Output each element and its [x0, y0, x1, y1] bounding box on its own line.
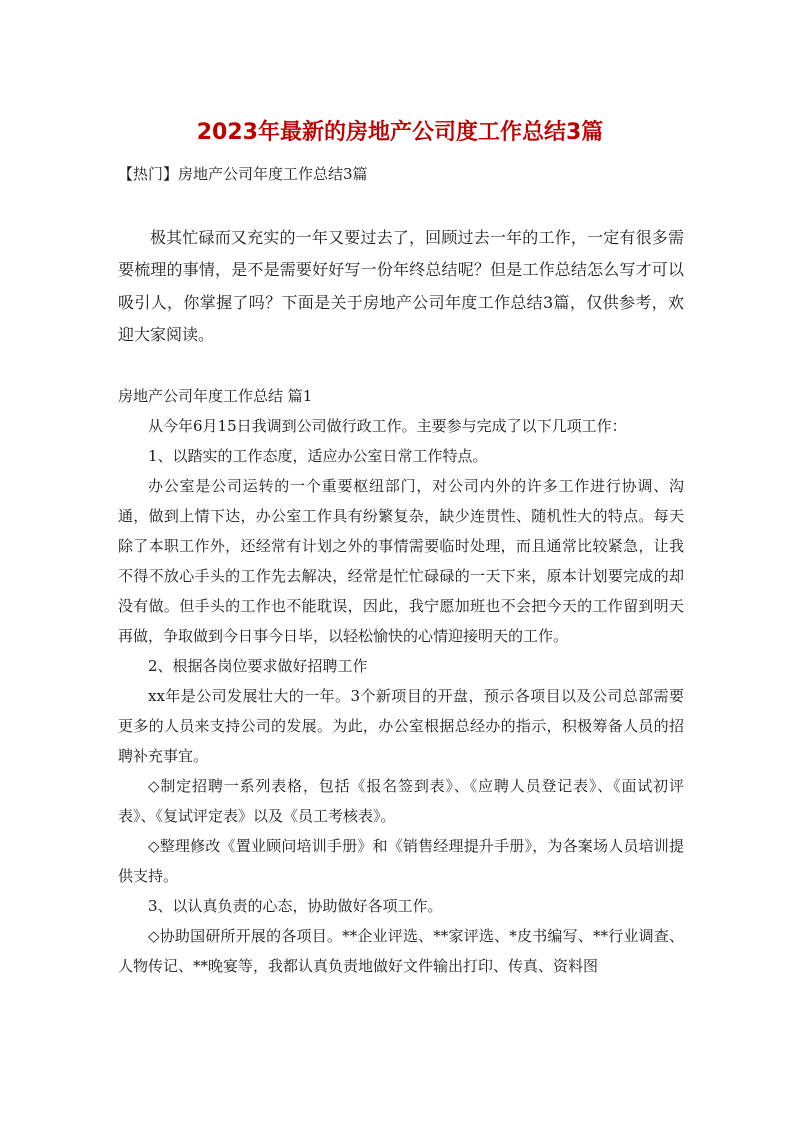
body-paragraph: ◇协助国研所开展的各项目。**企业评选、**家评选、*皮书编写、**行业调查、人物传记、**晚宴等，我都认真负责地做好文件输出打印、传真、资料图 — [118, 927, 684, 975]
body-paragraph: 1、以踏实的工作态度，适应办公室日常工作特点。 — [148, 447, 488, 465]
document-body — [118, 381, 684, 981]
body-paragraph: 办公室是公司运转的一个重要枢纽部门，对公司内外的许多工作进行协调、沟通，做到上情下达，办公室工作具有纷繁复杂，缺少连贯性、随机性大的特点。每天除了本职工作外，还经常有计划之外的事情需要临时处理，而且通常比较紧急，让我不得不放心手头的工作先去解决，经常是忙忙碌碌的一天下来，原本计划要完成的却没有做。但手头的工作也不能耽误，因此，我宁愿加班也不会把今天的工作留到明天再做，争取做到今日事今日毕，以轻松愉快的心情迎接明天的工作。 — [118, 477, 684, 645]
body-paragraph: 2、根据各岗位要求做好招聘工作 — [148, 657, 368, 675]
intro-paragraph: 极其忙碌而又充实的一年又要过去了，回顾过去一年的工作，一定有很多需要梳理的事情，是不是需要好好写一份年终总结呢？但是工作总结怎么写才可以吸引人，你掌握了吗？下面是关于房地产公司年度工作总结3篇，仅供参考，欢迎大家阅读。 — [118, 228, 684, 344]
body-paragraph: ◇制定招聘一系列表格，包括《报名签到表》、《应聘人员登记表》、《面试初评表》、《复试评定表》以及《员工考核表》。 — [118, 777, 684, 825]
body-paragraph: 3、以认真负责的心态，协助做好各项工作。 — [148, 897, 443, 915]
body-paragraph: ◇整理修改《置业顾问培训手册》和《销售经理提升手册》，为各案场人员培训提供支持。 — [118, 837, 684, 885]
body-paragraph: xx年是公司发展壮大的一年。3个新项目的开盘，预示各项目以及公司总部需要更多的人员来支持公司的发展。为此，办公室根据总经办的指示，积极筹备人员的招聘补充事宜。 — [118, 687, 684, 765]
document-subtitle: 【热门】房地产公司年度工作总结3篇 — [118, 165, 368, 183]
section-heading: 房地产公司年度工作总结 篇1 — [118, 387, 313, 405]
body-paragraph: 从今年6月15日我调到公司做行政工作。主要参与完成了以下几项工作： — [148, 417, 627, 435]
document-title: 2023年最新的房地产公司度工作总结3篇 — [196, 120, 604, 145]
